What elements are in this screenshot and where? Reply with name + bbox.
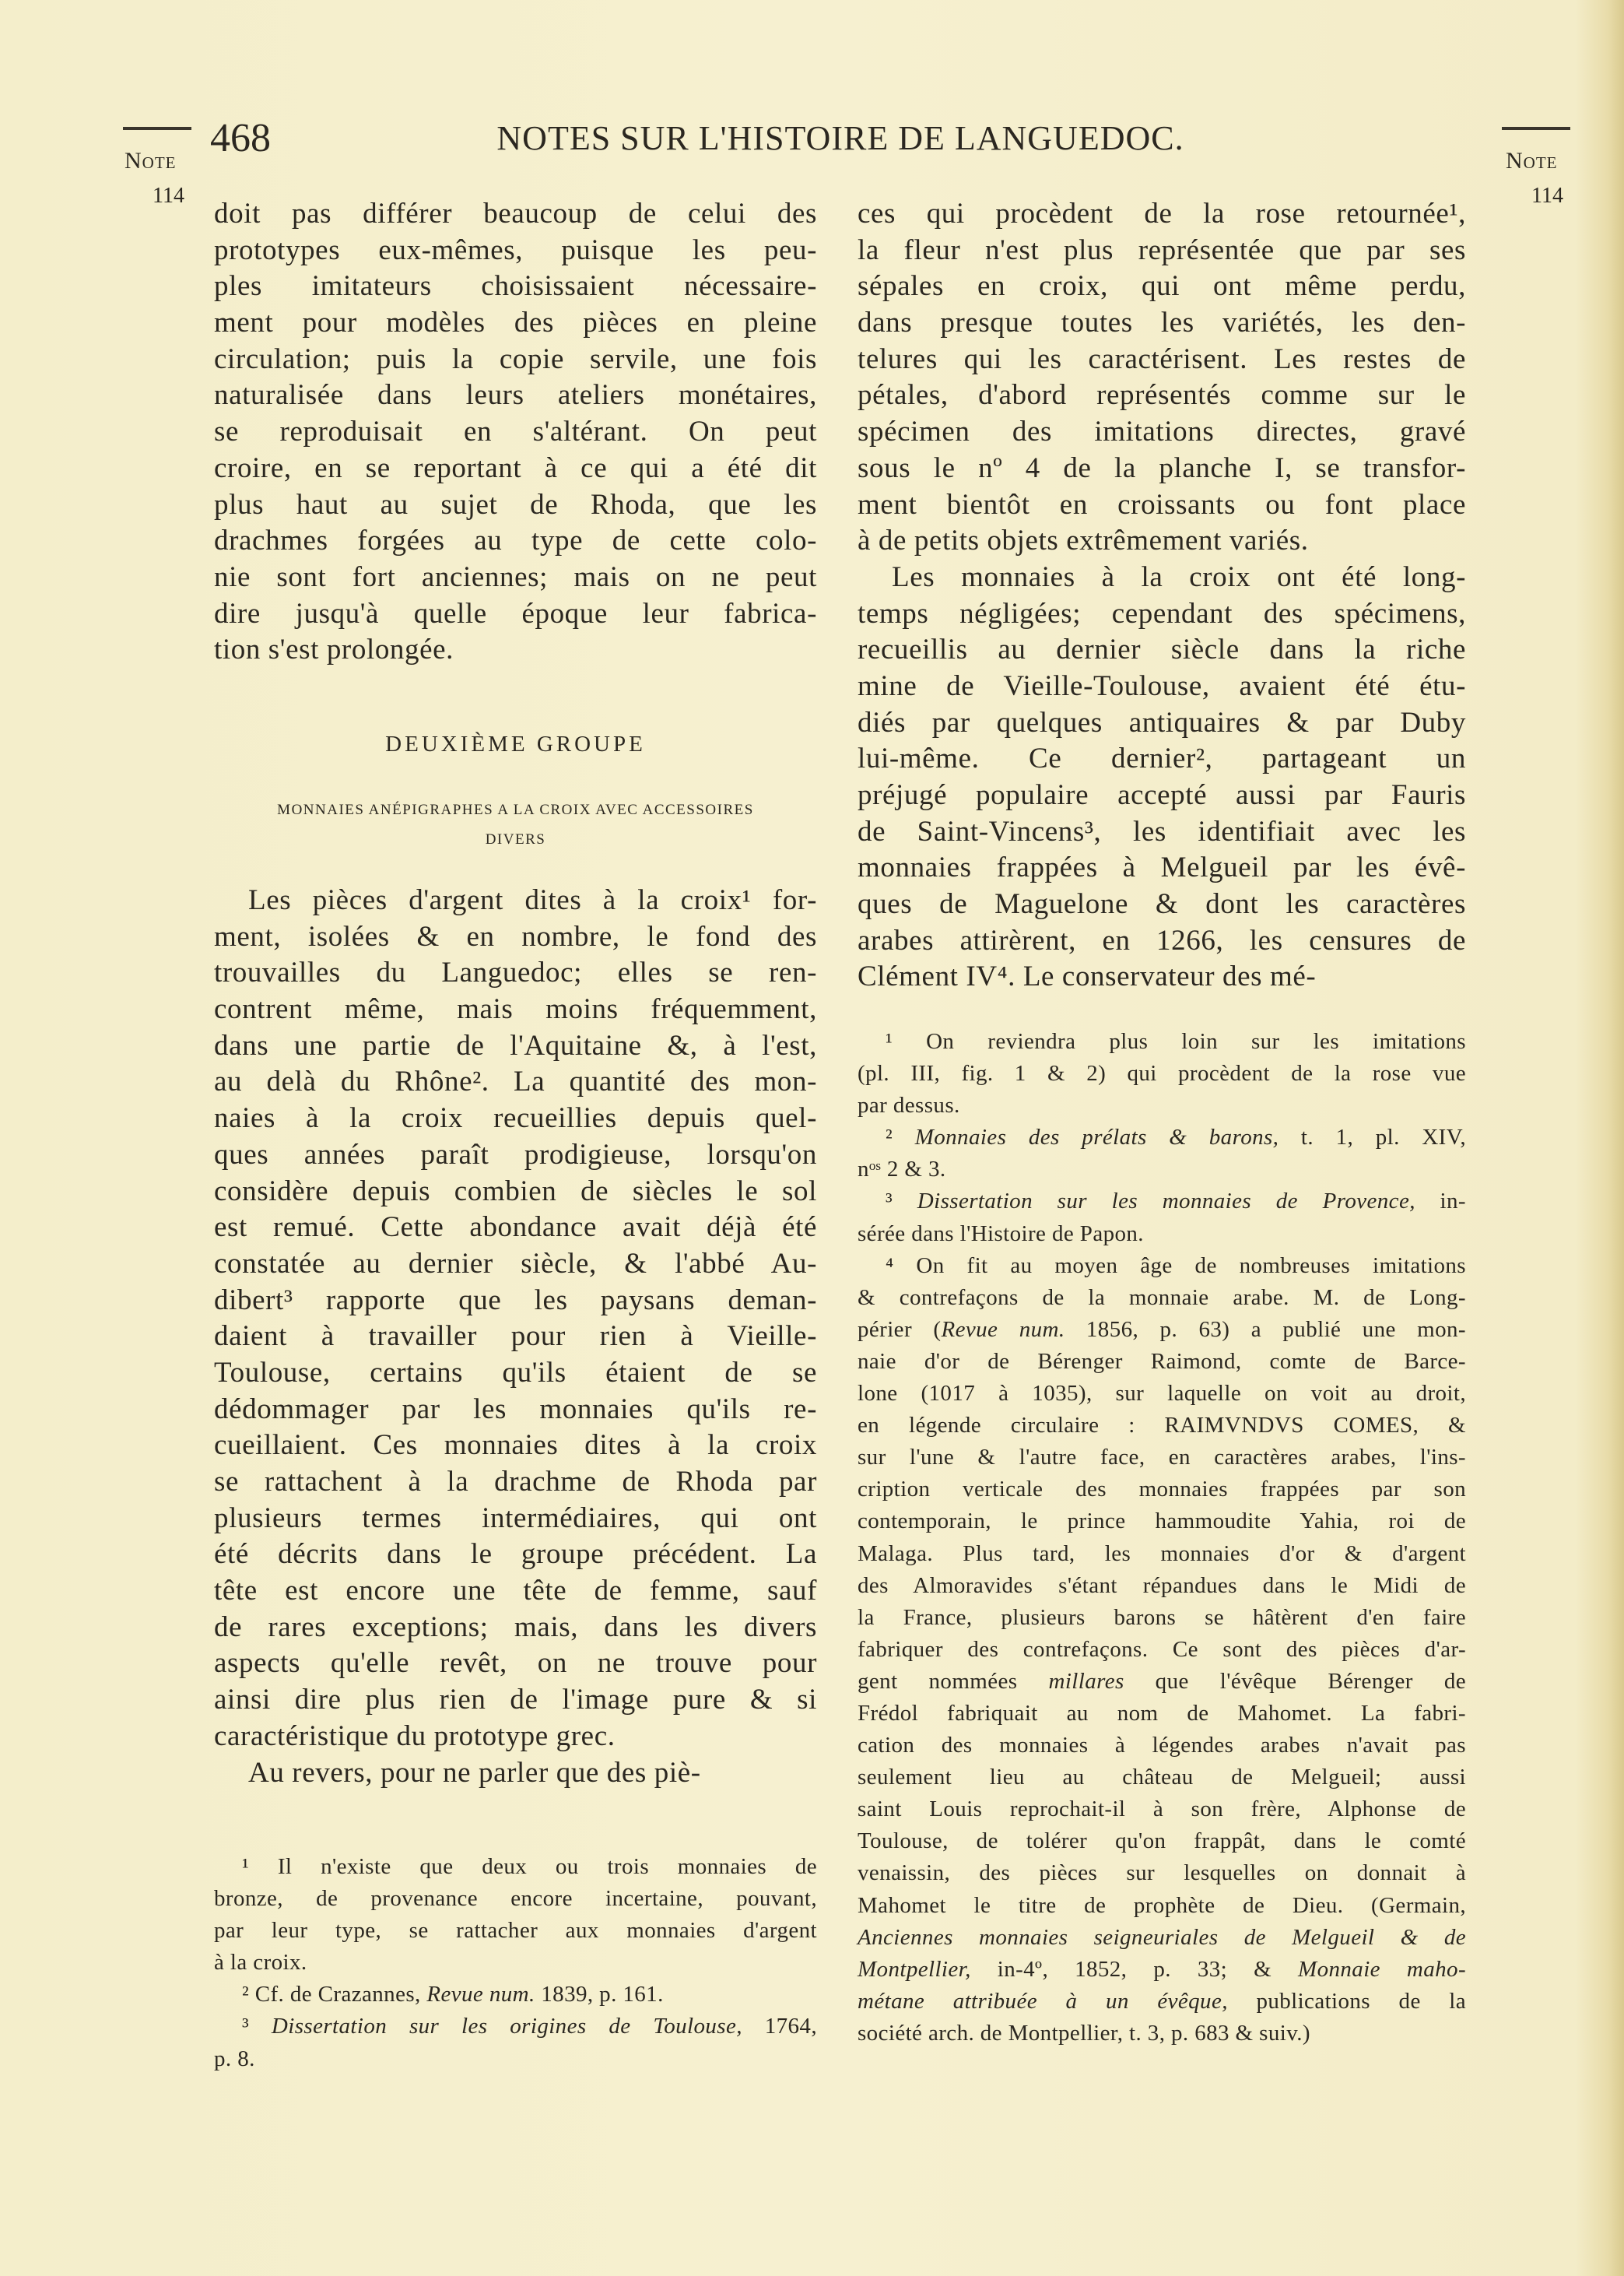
text-line: ment bientôt en croissants ou font place bbox=[858, 488, 1466, 521]
footnote-line: cription verticale des monnaies frappées par son bbox=[858, 1477, 1466, 1502]
footnote-line bbox=[214, 2011, 817, 2042]
text-line: dire jusqu'à quelle époque leur fabrica- bbox=[214, 597, 817, 630]
section-subheading-line: MONNAIES ANÉPIGRAPHES A LA CROIX AVEC ACCESSOIRES bbox=[277, 802, 754, 818]
footnote-line: Mahomet le titre de prophète de Dieu. (Germain, bbox=[858, 1892, 1466, 1918]
footnote-line: naie d'or de Bérenger Raimond, comte de Barce- bbox=[858, 1348, 1466, 1374]
footnote-line: des Almoravides s'étant répandues dans le Midi de bbox=[858, 1572, 1466, 1598]
text-line: naies à la croix recueillies depuis quel- bbox=[214, 1102, 817, 1135]
text-line: drachmes forgées au type de cette colo- bbox=[214, 525, 817, 557]
footnote-line: la France, plusieurs barons se hâtèrent d'en faire bbox=[858, 1604, 1466, 1630]
text-line: dans presque toutes les variétés, les den- bbox=[858, 307, 1466, 339]
text-span: publications de la bbox=[1227, 1988, 1466, 2014]
section-heading: DEUXIÈME GROUPE bbox=[385, 732, 646, 757]
page-number: 468 bbox=[210, 116, 271, 160]
right-column-text bbox=[858, 196, 1466, 996]
text-span: ² bbox=[886, 1125, 915, 1150]
footnote-line: cation des monnaies à légendes arabes n'avait pas bbox=[858, 1733, 1466, 1758]
footnote-line: par leur type, se rattacher aux monnaies d'argent bbox=[214, 1918, 817, 1944]
text-line: trouvailles du Languedoc; elles se ren- bbox=[214, 957, 817, 989]
running-title: NOTES SUR L'HISTOIRE DE LANGUEDOC. bbox=[496, 119, 1184, 157]
footnote-line: bronze, de provenance encore incertaine, pouvant, bbox=[214, 1886, 817, 1912]
text-line: considère depuis combien de siècles le sol bbox=[214, 1175, 817, 1207]
text-line: spécimen des imitations directes, gravé bbox=[858, 416, 1466, 448]
footnote-line: ¹ On reviendra plus loin sur les imitations bbox=[886, 1029, 1466, 1054]
footnote-line bbox=[858, 1922, 1466, 1954]
footnote-line: en légende circulaire : RAIMVNDVS COMES, & bbox=[858, 1413, 1466, 1438]
text-line: sous le nº 4 de la planche I, se transfor- bbox=[858, 451, 1466, 484]
footnote-line: Malaga. Plus tard, les monnaies d'or & d'argent bbox=[858, 1540, 1466, 1566]
text-line: aspects qu'elle revêt, on ne trouve pour bbox=[214, 1647, 817, 1680]
text-span: ³ bbox=[886, 1189, 917, 1214]
left-margin-note-number: 114 bbox=[153, 184, 184, 208]
text-span: in- bbox=[1415, 1189, 1466, 1214]
italic-title-span: Monnaies des prélats & barons, bbox=[914, 1125, 1279, 1150]
text-line: se reproduisait en s'altérant. On peut bbox=[214, 416, 817, 448]
text-line: est remué. Cette abondance avait déjà été bbox=[214, 1211, 817, 1244]
footnote-line: ¹ Il n'existe que deux ou trois monnaies de bbox=[242, 1854, 817, 1879]
footnote-line: contemporain, le prince hammoudite Yahia, roi de bbox=[858, 1509, 1466, 1534]
left-footnotes bbox=[214, 1851, 817, 2075]
text-line: de Saint-Vincens³, les identifiait avec les bbox=[858, 815, 1466, 848]
footnote-line: venaissin, des pièces sur lesquelles on donnait à bbox=[858, 1860, 1466, 1886]
text-line: nie sont fort anciennes; mais on ne peut bbox=[214, 560, 817, 593]
footnote-line: nᵒˢ 2 & 3. bbox=[858, 1157, 946, 1182]
left-column-text-top bbox=[214, 196, 817, 669]
text-line: tête est encore une tête de femme, sauf bbox=[214, 1575, 817, 1607]
footnote-line bbox=[214, 1979, 817, 2011]
text-line: ques de Maguelone & dont les caractères bbox=[858, 888, 1466, 921]
text-line: se rattachent à la drachme de Rhoda par bbox=[214, 1466, 817, 1498]
text-span: ² Cf. de Crazannes, bbox=[242, 1982, 427, 2007]
italic-title-span: Monnaie maho- bbox=[1298, 1956, 1466, 1982]
text-span: que l'évêque Bérenger de bbox=[1124, 1668, 1466, 1694]
italic-title-span: Dissertation sur les origines de Toulouse, bbox=[271, 2014, 742, 2039]
italic-title-span: Montpellier, bbox=[858, 1956, 971, 1982]
footnote-line: sérée dans l'Histoire de Papon. bbox=[858, 1221, 1144, 1246]
text-line: plus haut au sujet de Rhoda, que les bbox=[214, 488, 817, 521]
footnote-line bbox=[858, 1314, 1466, 1346]
section-subheading-line: DIVERS bbox=[485, 831, 546, 848]
text-line: préjugé populaire accepté aussi par Fauris bbox=[858, 779, 1466, 811]
text-line: au delà du Rhône². La quantité des mon- bbox=[214, 1066, 817, 1098]
footnote-line: Toulouse, de tolérer qu'on frappât, dans le comté bbox=[858, 1828, 1466, 1854]
text-line: à de petits objets extrêmement variés. bbox=[858, 525, 1309, 557]
text-line: daient à travailler pour rien à Vieille- bbox=[214, 1320, 817, 1353]
italic-title-span: Anciennes monnaies seigneuriales de Melgueil & de bbox=[858, 1924, 1466, 1950]
footnote-line bbox=[858, 1185, 1466, 1217]
left-margin-rule bbox=[123, 127, 191, 130]
footnote-line: saint Louis reprochait-il à son frère, Alphonse de bbox=[858, 1797, 1466, 1822]
footnote-line: (pl. III, fig. 1 & 2) qui procèdent de la rose vue bbox=[858, 1061, 1466, 1087]
italic-title-span: millares bbox=[1048, 1668, 1124, 1694]
footnote-line: fabriquer des contrefaçons. Ce sont des pièces d'ar- bbox=[858, 1636, 1466, 1662]
footnote-line: Frédol fabriquait au nom de Mahomet. La fabri- bbox=[858, 1700, 1466, 1726]
text-line: la fleur n'est plus représentée que par ses bbox=[858, 234, 1466, 266]
footnote-line: seulement lieu au château de Melgueil; aussi bbox=[858, 1765, 1466, 1790]
text-line: ment, isolées & en nombre, le fond des bbox=[214, 920, 817, 953]
italic-title-span: Revue num. bbox=[941, 1316, 1065, 1342]
footnote-line bbox=[858, 1954, 1466, 1986]
text-line: cueillaient. Ces monnaies dites à la croix bbox=[214, 1429, 817, 1462]
text-line: lui-même. Ce dernier², partageant un bbox=[858, 743, 1466, 775]
left-column-text-bottom bbox=[214, 883, 817, 1791]
text-line: Toulouse, certains qu'ils étaient de se bbox=[214, 1356, 817, 1389]
italic-title-span: métane attribuée à un évêque, bbox=[858, 1988, 1228, 2014]
text-line: diés par quelques antiquaires & par Duby bbox=[858, 706, 1466, 739]
footnote-line bbox=[858, 1122, 1466, 1154]
text-line: temps négligées; cependant des spécimens, bbox=[858, 597, 1466, 630]
text-span: ³ bbox=[242, 2014, 272, 2039]
footnote-line: sur l'une & l'autre face, en caractères arabes, l'ins- bbox=[858, 1445, 1466, 1470]
text-line: caractéristique du prototype grec. bbox=[214, 1719, 616, 1752]
text-line: recueillis au dernier siècle dans la riche bbox=[858, 634, 1466, 666]
text-line: ces qui procèdent de la rose retournée¹, bbox=[858, 198, 1466, 230]
text-line: tion s'est prolongée. bbox=[214, 634, 454, 666]
text-line: prototypes eux-mêmes, puisque les peu- bbox=[214, 234, 817, 266]
text-span: 1856, p. 63) a publié une mon- bbox=[1065, 1316, 1466, 1342]
text-line: ment pour modèles des pièces en pleine bbox=[214, 307, 817, 339]
text-line: telures qui les caractérisent. Les restes de bbox=[858, 342, 1466, 375]
text-span: 1839, p. 161. bbox=[535, 1982, 664, 2007]
footnote-line: p. 8. bbox=[214, 2046, 255, 2071]
right-margin-note-label: Note bbox=[1506, 148, 1558, 174]
footnote-line: société arch. de Montpellier, t. 3, p. 683 & suiv.) bbox=[858, 2020, 1310, 2046]
text-line: naturalisée dans leurs ateliers monétaires, bbox=[214, 379, 817, 412]
text-span: in-4º, 1852, p. 33; & bbox=[970, 1956, 1299, 1982]
text-line: Les pièces d'argent dites à la croix¹ for- bbox=[248, 884, 817, 916]
footnote-line bbox=[858, 1986, 1466, 2018]
text-line: pétales, d'abord représentés comme sur le bbox=[858, 379, 1466, 412]
right-margin-note-number: 114 bbox=[1531, 184, 1563, 208]
text-line: doit pas différer beaucoup de celui des bbox=[214, 198, 817, 230]
right-footnotes bbox=[858, 1026, 1466, 2049]
italic-title-span: Dissertation sur les monnaies de Provence, bbox=[917, 1189, 1415, 1214]
text-span: gent nommées bbox=[858, 1668, 1049, 1694]
text-line: circulation; puis la copie servile, une fois bbox=[214, 342, 817, 375]
text-line: dédommager par les monnaies qu'ils re- bbox=[214, 1393, 817, 1425]
text-line: ainsi dire plus rien de l'image pure & si bbox=[214, 1684, 817, 1716]
text-line: monnaies frappées à Melgueil par les évê- bbox=[858, 852, 1466, 884]
text-line: Les monnaies à la croix ont été long- bbox=[892, 560, 1466, 593]
text-span: périer ( bbox=[858, 1316, 942, 1342]
text-line: Au revers, pour ne parler que des piè- bbox=[248, 1756, 701, 1789]
footnote-line: lone (1017 à 1035), sur laquelle on voit au droit, bbox=[858, 1381, 1466, 1407]
text-line: sépales en croix, qui ont même perdu, bbox=[858, 270, 1466, 303]
footnote-line bbox=[858, 1666, 1466, 1698]
text-span: t. 1, pl. XIV, bbox=[1279, 1125, 1466, 1150]
text-line: ples imitateurs choisissaient nécessaire- bbox=[214, 270, 817, 303]
footnote-line: par dessus. bbox=[858, 1093, 960, 1119]
italic-title-span: Revue num. bbox=[426, 1982, 535, 2007]
text-line: constatée au dernier siècle, & l'abbé Au- bbox=[214, 1247, 817, 1280]
text-line: contrent même, mais moins fréquemment, bbox=[214, 993, 817, 1026]
text-span: 1764, bbox=[742, 2014, 817, 2039]
text-line: arabes attirèrent, en 1266, les censures de bbox=[858, 924, 1466, 957]
text-line: plusieurs termes intermédiaires, qui ont bbox=[214, 1502, 817, 1534]
text-line: de rares exceptions; mais, dans les divers bbox=[214, 1610, 817, 1643]
text-line: Clément IV⁴. Le conservateur des mé- bbox=[858, 961, 1317, 993]
text-line: dibert³ rapporte que les paysans deman- bbox=[214, 1284, 817, 1316]
text-line: mine de Vieille-Toulouse, avaient été étu- bbox=[858, 669, 1466, 702]
text-line: dans une partie de l'Aquitaine &, à l'est, bbox=[214, 1029, 817, 1062]
text-line: été décrits dans le groupe précédent. La bbox=[214, 1538, 817, 1571]
footnote-line: ⁴ On fit au moyen âge de nombreuses imitations bbox=[886, 1252, 1466, 1278]
text-line: ques années paraît prodigieuse, lorsqu'on bbox=[214, 1138, 817, 1171]
left-margin-note-label: Note bbox=[125, 148, 177, 174]
right-margin-rule bbox=[1502, 127, 1570, 130]
footnote-line: à la croix. bbox=[214, 1950, 307, 1976]
footnote-line: & contrefaçons de la monnaie arabe. M. de Long- bbox=[858, 1284, 1466, 1310]
text-line: croire, en se reportant à ce qui a été dit bbox=[214, 451, 817, 484]
